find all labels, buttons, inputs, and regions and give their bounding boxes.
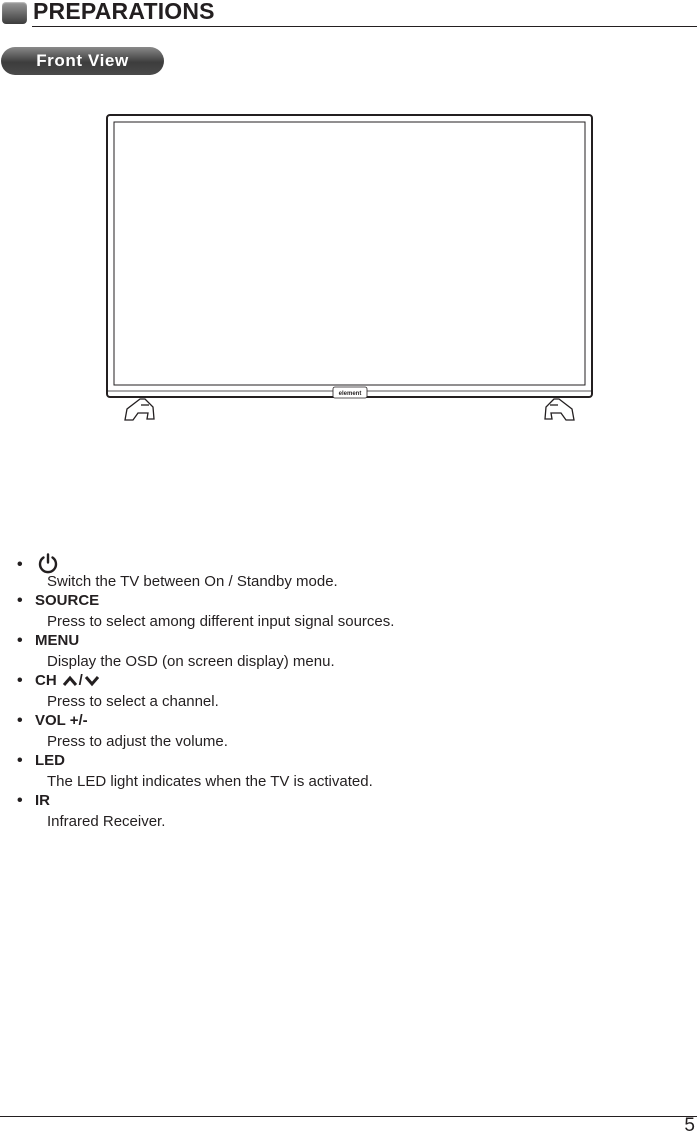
feature-title-ch [35,672,101,689]
feature-title: CH [35,672,57,689]
feature-description: The LED light indicates when the TV is activated. [47,773,373,790]
right-stand [545,399,574,420]
title-divider [32,26,697,27]
tv-brand-logo: element [338,391,362,397]
bullet: • [17,752,23,769]
left-stand [125,399,154,420]
section-label-front-view: Front View [1,47,164,75]
feature-title: LED [35,752,65,769]
power-icon [37,552,59,574]
feature-description: Press to select a channel. [47,693,219,710]
bullet: • [17,712,23,729]
feature-description: Press to adjust the volume. [47,733,228,750]
bullet: • [17,632,23,649]
page-number: 5 [684,1115,695,1136]
chevron-down-icon [83,674,101,688]
feature-description: Switch the TV between On / Standby mode. [47,573,338,590]
channel-separator: / [78,672,83,689]
feature-title: IR [35,792,50,809]
page-title: PREPARATIONS [33,0,215,24]
feature-description: Infrared Receiver. [47,813,166,830]
bullet: • [17,592,23,609]
feature-description: Display the OSD (on screen display) menu. [47,653,335,670]
feature-description: Press to select among different input signal sources. [47,613,395,630]
feature-title: SOURCE [35,592,100,609]
feature-title: VOL +/- [35,712,88,729]
feature-title: MENU [35,632,80,649]
bullet: • [17,672,23,689]
chevron-up-icon [61,674,79,688]
bullet: • [17,556,23,573]
tv-front-view-illustration [105,113,595,425]
header-tab-icon [2,2,27,24]
footer-divider [0,1116,697,1117]
bullet: • [17,792,23,809]
